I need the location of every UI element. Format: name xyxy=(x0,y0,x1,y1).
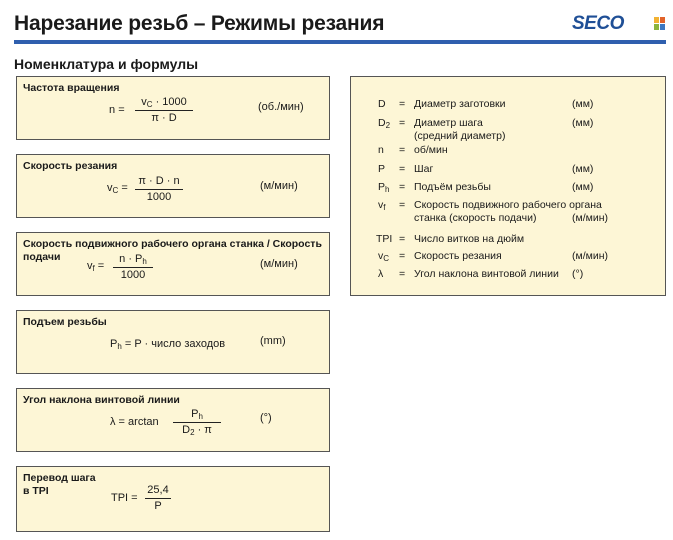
formula-box-spindle-speed xyxy=(16,76,330,140)
nomenclature-description: Скорость резания xyxy=(414,250,502,262)
seco-logo xyxy=(572,14,666,34)
page-title: Нарезание резьб – Режимы резания xyxy=(14,12,385,35)
fraction-bar xyxy=(113,267,153,268)
formula-lhs: n = xyxy=(109,104,125,116)
formula-box-tpi xyxy=(16,466,330,532)
logo-mark-icon xyxy=(654,17,666,31)
logo-text: SECO xyxy=(572,13,624,34)
formula-unit: (mm) xyxy=(260,335,286,347)
fraction-bar xyxy=(145,498,171,499)
formula-lhs: λ = arctan xyxy=(110,416,159,428)
nomenclature-description: Шаг xyxy=(414,163,434,175)
formula-title: Скорость резания xyxy=(23,160,118,172)
nomenclature-symbol: λ xyxy=(378,268,384,280)
formula-numerator: $v_C \cdot 1000$ xyxy=(141,96,187,109)
formula-lhs: TPI = xyxy=(111,492,138,504)
nomenclature-unit: (°) xyxy=(572,268,584,280)
nomenclature-symbol: $v_f$ xyxy=(378,199,386,212)
formula-title: Перевод шага в TPI xyxy=(23,472,96,497)
formula-expression: $P_h = P$ · число заходов xyxy=(110,338,226,351)
nomenclature-symbol: $v_C$ xyxy=(378,250,390,263)
formula-box-cutting-speed xyxy=(16,154,330,218)
formula-denominator: 1000 xyxy=(120,269,146,281)
formula-title: Скорость подвижного рабочего органа станка / Скорость подачи xyxy=(23,238,322,263)
formula-title: Частота вращения xyxy=(23,82,120,94)
formula-box-feed-speed xyxy=(16,232,330,296)
formula-box-lead xyxy=(16,310,330,374)
nomenclature-description: Подъём резьбы xyxy=(414,181,491,193)
formula-title: Угол наклона винтовой линии xyxy=(23,394,180,406)
nomenclature-description: Скорость подвижного рабочего органа станка (скорость подачи) xyxy=(414,199,602,224)
formula-title: Подъем резьбы xyxy=(23,316,107,328)
nomenclature-unit: (мм) xyxy=(572,117,594,129)
formula-box-helix-angle xyxy=(16,388,330,452)
fraction-bar xyxy=(135,189,183,190)
section-subtitle: Номенклатура и формулы xyxy=(14,56,199,72)
formula-denominator: P xyxy=(154,500,162,512)
nomenclature-symbol: TPI xyxy=(376,233,393,245)
fraction-bar xyxy=(173,422,221,423)
header-divider xyxy=(14,40,666,44)
nomenclature-symbol: $P_h$ xyxy=(378,181,390,194)
formula-unit: (м/мин) xyxy=(260,180,298,192)
nomenclature-symbol: P xyxy=(378,163,386,175)
formula-lhs: $v_C$ = xyxy=(107,182,128,195)
nomenclature-description: Диаметр шага (средний диаметр) xyxy=(414,117,506,142)
nomenclature-box: D = Диаметр заготовки (мм) $D_2$ = Диаметр шага (средний диаметр) (мм) n = об/мин P = Шаг (мм) $P_h$ = Подъём резьбы (мм) $v_f$ = Скорость подвижного рабочего органа станка (скорость подачи) (м/мин) TPI = Число витков на дюйм $v_C$ = Скорость резания (м/мин) λ = Угол наклона винтовой линии (°) xyxy=(350,76,666,296)
nomenclature-description: Угол наклона винтовой линии xyxy=(414,268,559,280)
formula-unit: (°) xyxy=(260,412,272,424)
formula-unit: (м/мин) xyxy=(260,258,298,270)
formula-lhs: $v_f$ = xyxy=(87,260,105,273)
formula-unit: (об./мин) xyxy=(258,101,304,113)
formula-denominator: 1000 xyxy=(146,191,172,203)
nomenclature-unit: (мм) xyxy=(572,98,594,110)
formula-numerator: π · D · n xyxy=(138,175,180,187)
nomenclature-description: об/мин xyxy=(414,144,448,156)
nomenclature-symbol: n xyxy=(378,144,384,156)
nomenclature-description: Диаметр заготовки xyxy=(414,98,506,110)
nomenclature-symbol: D xyxy=(378,98,386,110)
nomenclature-unit: (мм) xyxy=(572,181,594,193)
nomenclature-unit: (мм) xyxy=(572,163,594,175)
formula-denominator: $D_2 \cdot \pi$ xyxy=(182,424,212,437)
fraction-bar xyxy=(135,110,193,111)
formula-numerator: $P_h$ xyxy=(191,408,203,421)
nomenclature-unit: (м/мин) xyxy=(572,212,609,224)
nomenclature-description: Число витков на дюйм xyxy=(414,233,525,245)
nomenclature-symbol: $D_2$ xyxy=(378,117,391,130)
nomenclature-unit: (м/мин) xyxy=(572,250,609,262)
formula-numerator: $n \cdot P_h$ xyxy=(119,253,147,266)
formula-denominator: π · D xyxy=(151,112,177,124)
formula-numerator: 25,4 xyxy=(147,484,169,496)
